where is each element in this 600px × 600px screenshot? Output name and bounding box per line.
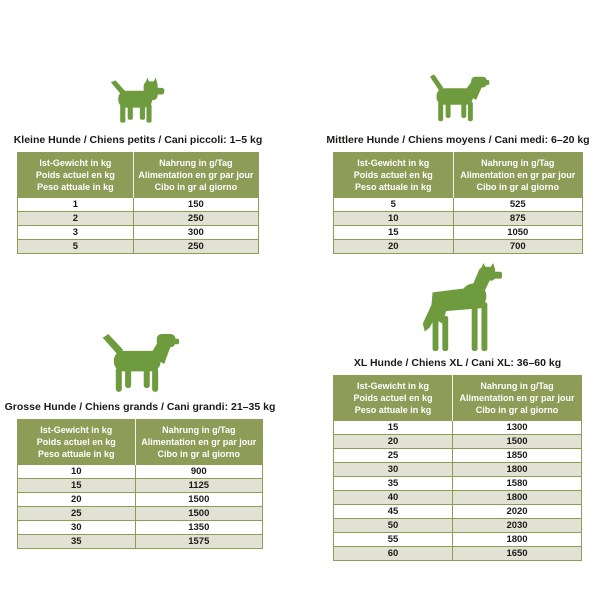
weight-cell: 55 xyxy=(334,533,453,547)
food-amount-cell: 250 xyxy=(133,240,258,254)
food-amount-cell: 1500 xyxy=(453,435,582,449)
weight-cell: 15 xyxy=(18,479,136,493)
feeding-table-small xyxy=(17,152,259,254)
table-row xyxy=(18,212,259,226)
section-small-dogs xyxy=(13,72,263,254)
food-amount-cell: 1125 xyxy=(135,479,262,493)
table-row xyxy=(334,463,582,477)
food-amount-cell: 1575 xyxy=(135,535,262,549)
feeding-table-medium xyxy=(333,152,583,254)
weight-cell: 2 xyxy=(18,212,134,226)
food-amount-cell: 900 xyxy=(135,465,262,479)
food-column-header: Nahrung in g/Tag Alimentation en gr par jour Cibo in gr al giorno xyxy=(453,153,582,198)
weight-cell: 5 xyxy=(18,240,134,254)
weight-cell: 15 xyxy=(334,226,454,240)
food-amount-cell: 1500 xyxy=(135,507,262,521)
table-row xyxy=(334,519,582,533)
weight-cell: 25 xyxy=(334,449,453,463)
food-amount-cell: 1850 xyxy=(453,449,582,463)
food-column-header: Nahrung in g/Tag Alimentation en gr par jour Cibo in gr al giorno xyxy=(135,420,262,465)
weight-cell: 20 xyxy=(334,435,453,449)
food-amount-cell: 1800 xyxy=(453,463,582,477)
weight-cell: 15 xyxy=(334,421,453,435)
table-row xyxy=(18,507,263,521)
food-amount-cell: 1800 xyxy=(453,491,582,505)
weight-cell: 30 xyxy=(18,521,136,535)
food-amount-cell: 525 xyxy=(453,198,582,212)
weight-cell: 35 xyxy=(18,535,136,549)
section-xl-dogs xyxy=(333,261,582,561)
medium-dog-icon xyxy=(425,70,491,125)
food-column-header: Nahrung in g/Tag Alimentation en gr par jour Cibo in gr al giorno xyxy=(453,376,582,421)
section-title-xl: XL Hunde / Chiens XL / Cani XL: 36–60 kg xyxy=(353,357,562,369)
food-amount-cell: 1500 xyxy=(135,493,262,507)
food-amount-cell: 875 xyxy=(453,212,582,226)
table-row xyxy=(18,465,263,479)
food-amount-cell: 1650 xyxy=(453,547,582,561)
weight-cell: 35 xyxy=(334,477,453,491)
food-amount-cell: 2030 xyxy=(453,519,582,533)
table-row xyxy=(334,491,582,505)
food-amount-cell: 250 xyxy=(133,212,258,226)
feeding-table-large xyxy=(17,419,263,549)
header-row xyxy=(334,376,582,421)
section-title-small: Kleine Hunde / Chiens petits / Cani piccoli: 1–5 kg xyxy=(13,134,263,146)
weight-column-header: Ist-Gewicht in kg Poids actuel en kg Peso attuale in kg xyxy=(18,420,136,465)
weight-column-header: Ist-Gewicht in kg Poids actuel en kg Peso attuale in kg xyxy=(18,153,134,198)
table-row xyxy=(334,547,582,561)
food-amount-cell: 150 xyxy=(133,198,258,212)
food-amount-cell: 2020 xyxy=(453,505,582,519)
table-row xyxy=(18,535,263,549)
header-row xyxy=(18,153,259,198)
weight-cell: 25 xyxy=(18,507,136,521)
table-row xyxy=(18,240,259,254)
weight-cell: 20 xyxy=(18,493,136,507)
section-title-large: Grosse Hunde / Chiens grands / Cani grandi: 21–35 kg xyxy=(4,401,276,413)
weight-cell: 30 xyxy=(334,463,453,477)
weight-cell: 10 xyxy=(334,212,454,226)
weight-cell: 60 xyxy=(334,547,453,561)
weight-column-header: Ist-Gewicht in kg Poids actuel en kg Peso attuale in kg xyxy=(334,376,453,421)
food-amount-cell: 1800 xyxy=(453,533,582,547)
table-row xyxy=(334,421,582,435)
weight-cell: 3 xyxy=(18,226,134,240)
food-column-header: Nahrung in g/Tag Alimentation en gr par jour Cibo in gr al giorno xyxy=(133,153,258,198)
table-row xyxy=(334,212,583,226)
weight-column-header: Ist-Gewicht in kg Poids actuel en kg Peso attuale in kg xyxy=(334,153,454,198)
feeding-table-xl xyxy=(333,375,582,561)
table-row xyxy=(334,198,583,212)
header-row xyxy=(334,153,583,198)
table-row xyxy=(334,240,583,254)
table-row xyxy=(334,533,582,547)
weight-cell: 20 xyxy=(334,240,454,254)
header-row xyxy=(18,420,263,465)
food-amount-cell: 1580 xyxy=(453,477,582,491)
food-amount-cell: 300 xyxy=(133,226,258,240)
weight-cell: 45 xyxy=(334,505,453,519)
table-row xyxy=(334,449,582,463)
table-row xyxy=(18,493,263,507)
section-title-medium: Mittlere Hunde / Chiens moyens / Cani medi: 6–20 kg xyxy=(326,134,590,146)
food-amount-cell: 700 xyxy=(453,240,582,254)
xl-dog-icon xyxy=(411,261,505,353)
table-row xyxy=(334,435,582,449)
table-row xyxy=(334,477,582,491)
table-row xyxy=(18,198,259,212)
weight-cell: 50 xyxy=(334,519,453,533)
weight-cell: 1 xyxy=(18,198,134,212)
weight-cell: 10 xyxy=(18,465,136,479)
food-amount-cell: 1300 xyxy=(453,421,582,435)
table-row xyxy=(18,226,259,240)
small-dog-icon xyxy=(108,72,168,125)
food-amount-cell: 1350 xyxy=(135,521,262,535)
table-row xyxy=(334,226,583,240)
food-amount-cell: 1050 xyxy=(453,226,582,240)
large-dog-icon xyxy=(99,330,181,392)
weight-cell: 5 xyxy=(334,198,454,212)
table-row xyxy=(334,505,582,519)
table-row xyxy=(18,521,263,535)
table-row xyxy=(18,479,263,493)
section-medium-dogs xyxy=(326,70,590,254)
section-large-dogs xyxy=(4,330,276,549)
weight-cell: 40 xyxy=(334,491,453,505)
